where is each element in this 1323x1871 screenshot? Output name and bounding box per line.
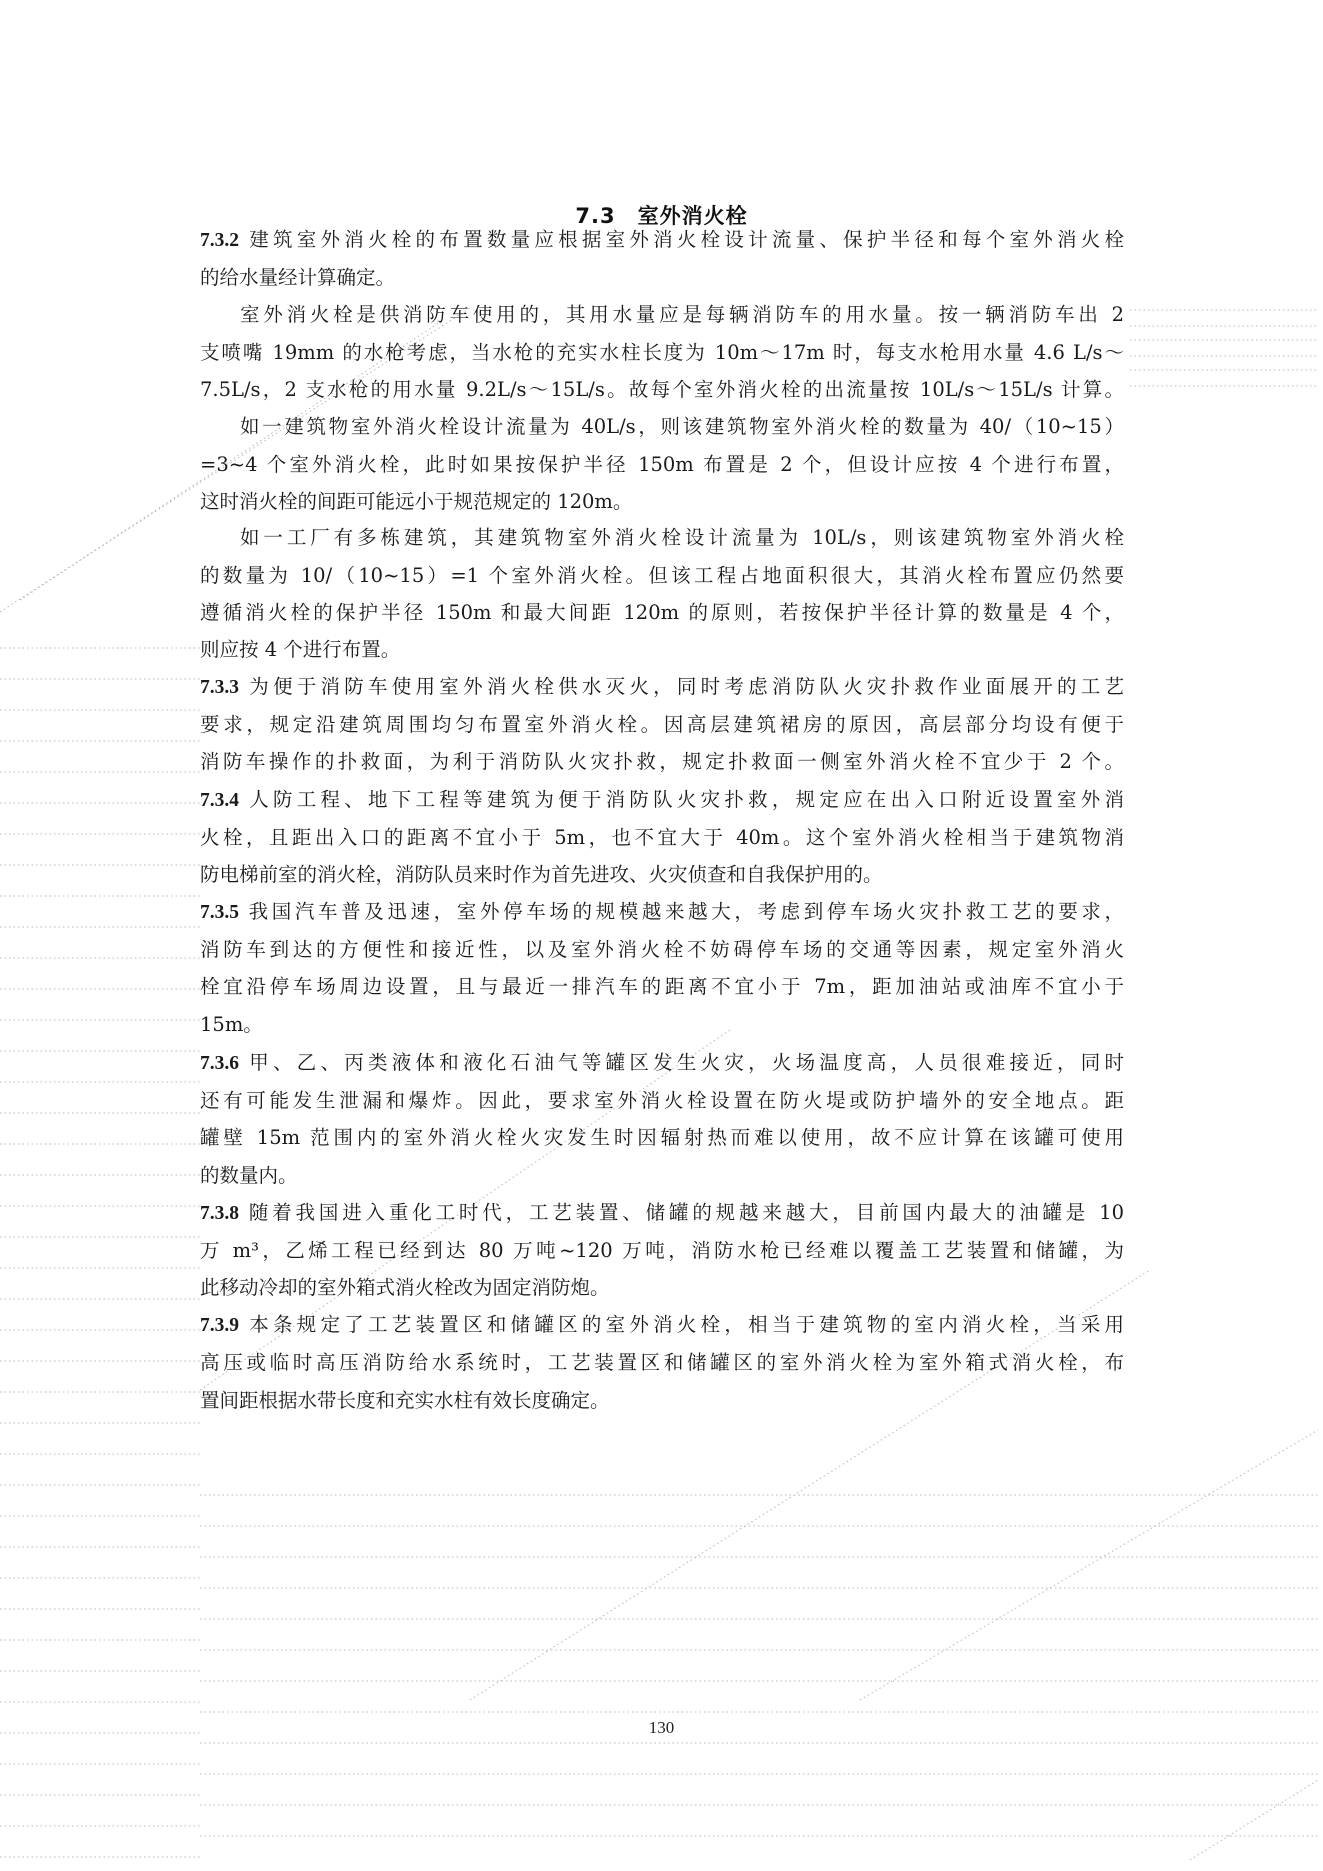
clause-number: 7.3.3 — [200, 677, 239, 698]
line-text: 支喷嘴 19mm 的水枪考虑，当水枪的充实水柱长度为 10m～17m 时，每支水枪用水量 4.6 L/s～ — [200, 341, 1124, 364]
text-line — [240, 412, 1124, 442]
line-text: 消防车到达的方便性和接近性，以及室外消火栓不妨碍停车场的交通等因素，规定室外消火 — [200, 938, 1124, 961]
line-text: 栓宜沿停车场周边设置，且与最近一排汽车的距离不宜小于 7m，距加油站或油库不宜小于 — [200, 975, 1124, 998]
line-text: 置间距根据水带长度和充实水柱有效长度确定。 — [200, 1389, 610, 1412]
text-line — [200, 1086, 1124, 1116]
text-line — [200, 1386, 1124, 1416]
line-text: 为便于消防车使用室外消火栓供水灭火，同时考虑消防队火灾扑救作业面展开的工艺 — [245, 675, 1124, 698]
line-text: 罐壁 15m 范围内的室外消火栓火灾发生时因辐射热而难以使用，故不应计算在该罐可使用 — [200, 1126, 1124, 1149]
text-line — [200, 263, 1124, 293]
line-text: 万 m³，乙烯工程已经到达 80 万吨~120 万吨，消防水枪已经难以覆盖工艺装置和储罐，为 — [200, 1239, 1124, 1262]
text-line — [200, 1010, 1124, 1040]
text-line — [240, 300, 1124, 330]
line-text: 甲、乙、丙类液体和液化石油气等罐区发生火灾，火场温度高，人员很难接近，同时 — [245, 1051, 1124, 1074]
text-line — [200, 338, 1124, 368]
text-line — [200, 598, 1124, 628]
line-text: 15m。 — [200, 1013, 263, 1036]
text-line — [200, 672, 1124, 703]
text-line — [200, 1198, 1124, 1229]
line-text: 防电梯前室的消火栓，消防队员来时作为首先进攻、火灾侦查和自我保护用的。 — [200, 863, 883, 886]
line-text: 还有可能发生泄漏和爆炸。因此，要求室外消火栓设置在防火堤或防护墙外的安全地点。距 — [200, 1089, 1124, 1112]
line-text: 遵循消火栓的保护半径 150m 和最大间距 120m 的原则，若按保护半径计算的数量是 4 个， — [200, 601, 1124, 624]
line-text: 火栓，且距出入口的距离不宜小于 5m，也不宜大于 40m。这个室外消火栓相当于建筑物消 — [200, 826, 1124, 849]
page-number: 130 — [648, 1718, 675, 1737]
text-line — [200, 1048, 1124, 1079]
line-text: 随着我国进入重化工时代，工艺装置、储罐的规越来越大，目前国内最大的油罐是 10 — [245, 1201, 1124, 1224]
text-line — [200, 972, 1124, 1002]
line-text: 消防车操作的扑救面，为利于消防队火灾扑救，规定扑救面一侧室外消火栓不宜少于 2 个。 — [200, 750, 1124, 773]
text-line — [200, 823, 1124, 853]
text-line — [200, 450, 1124, 480]
clause-number: 7.3.5 — [200, 902, 239, 923]
text-line — [200, 225, 1124, 256]
text-line — [200, 561, 1124, 591]
text-line — [200, 1273, 1124, 1303]
dotted-line — [860, 1430, 1318, 1700]
dotted-line — [1190, 1780, 1318, 1860]
text-line — [200, 860, 1124, 890]
line-text: 的给水量经计算确定。 — [200, 266, 396, 289]
text-line — [200, 1310, 1124, 1341]
line-text: 此移动冷却的室外箱式消火栓改为固定消防炮。 — [200, 1276, 610, 1299]
line-text: 高压或临时高压消防给水系统时，工艺装置区和储罐区的室外消火栓为室外箱式消火栓，布 — [200, 1351, 1124, 1374]
line-text: 要求，规定沿建筑周围均匀布置室外消火栓。因高层建筑裙房的原因，高层部分均设有便于 — [200, 713, 1124, 736]
line-text: 如一建筑物室外消火栓设计流量为 40L/s，则该建筑物室外消火栓的数量为 40/（10~15） — [240, 415, 1124, 438]
section-number: 7.3 — [575, 204, 616, 228]
text-line — [200, 1123, 1124, 1153]
clause-number: 7.3.2 — [200, 230, 239, 251]
line-text: 的数量为 10/（10~15）=1 个室外消火栓。但该工程占地面积很大，其消火栓布置应仍然要 — [200, 564, 1124, 587]
line-text: 这时消火栓的间距可能远小于规范规定的 120m。 — [200, 490, 633, 513]
text-line — [200, 935, 1124, 965]
text-line — [200, 635, 1124, 665]
line-text: =3~4 个室外消火栓，此时如果按保护半径 150m 布置是 2 个，但设计应按 4 个进行布置， — [200, 453, 1124, 476]
text-line — [200, 375, 1124, 405]
text-line — [200, 710, 1124, 740]
section-title-text: 室外消火栓 — [637, 204, 748, 228]
clause-number: 7.3.9 — [200, 1315, 239, 1336]
text-line — [200, 1236, 1124, 1266]
clause-number: 7.3.8 — [200, 1203, 239, 1224]
line-text: 如一工厂有多栋建筑，其建筑物室外消火栓设计流量为 10L/s，则该建筑物室外消火栓 — [240, 526, 1124, 549]
line-text: 建筑室外消火栓的布置数量应根据室外消火栓设计流量、保护半径和每个室外消火栓 — [245, 228, 1124, 251]
line-text: 7.5L/s，2 支水枪的用水量 9.2L/s～15L/s。故每个室外消火栓的出流量按 10L/s～15L/s 计算。 — [200, 378, 1124, 401]
line-text: 人防工程、地下工程等建筑为便于消防队火灾扑救，规定应在出入口附近设置室外消 — [245, 788, 1124, 811]
line-text: 我国汽车普及迅速，室外停车场的规模越来越大，考虑到停车场火灾扑救工艺的要求， — [245, 900, 1124, 923]
line-text: 的数量内。 — [200, 1164, 298, 1187]
text-line — [200, 1161, 1124, 1191]
clause-number: 7.3.6 — [200, 1053, 239, 1074]
text-line — [200, 785, 1124, 816]
clause-number: 7.3.4 — [200, 790, 239, 811]
text-line — [200, 487, 1124, 517]
text-line — [240, 523, 1124, 553]
text-line — [200, 1348, 1124, 1378]
text-line — [200, 747, 1124, 777]
line-text: 室外消火栓是供消防车使用的，其用水量应是每辆消防车的用水量。按一辆消防车出 2 — [240, 303, 1124, 326]
text-line — [200, 897, 1124, 928]
line-text: 本条规定了工艺装置区和储罐区的室外消火栓，相当于建筑物的室内消火栓，当采用 — [245, 1313, 1124, 1336]
line-text: 则应按 4 个进行布置。 — [200, 638, 401, 661]
